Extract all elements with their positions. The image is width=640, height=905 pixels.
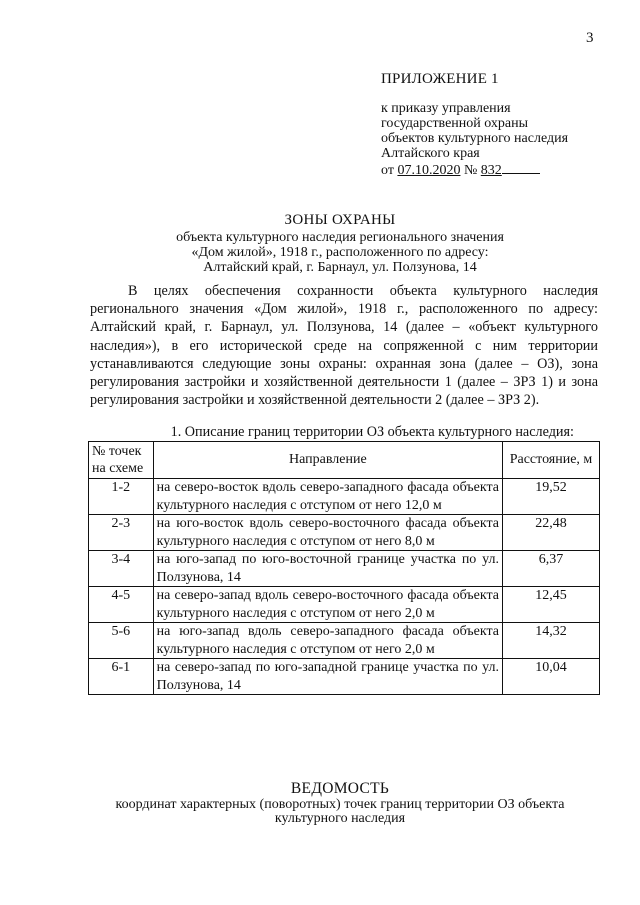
document-heading [60,213,620,275]
vedomost-heading [60,782,620,826]
annex-order-reference [381,161,621,178]
annex-number-sign: № [460,163,481,178]
table-caption: 1. Описание границ территории ОЗ объекта культурного наследия: [170,424,574,440]
row-distance: 12,45 [503,587,600,623]
row-direction: на северо-восток вдоль северо-западного фасада объекта культурного наследия с отступом от него 12,0 м [153,479,502,515]
annex-underline [502,161,540,174]
page-number: 3 [586,30,594,46]
table-row [89,479,600,515]
table-row [89,551,600,587]
row-points: 4-5 [89,587,154,623]
annex-block [381,72,621,178]
intro-paragraph: В целях обеспечения сохранности объекта культурного наследия регионального значения «Дом жилой», 1918 г., расположенного по адресу: Алтайский край, г. Барнаул, ул. Ползунова, 14 (далее – «объект культурного наследия»), в его исторической среде на сопряженной с ним территории устанавливаются следующие зоны охраны: охранная зона (далее – ОЗ), зона регулирования застройки и хозяйственной деятельности 1 (далее – ЗРЗ 1) и зона регулирования застройки и хозяйственной деятельности 2 (далее – ЗРЗ 2). [90,283,598,409]
table-row [89,623,600,659]
row-distance: 6,37 [503,551,600,587]
row-points: 1-2 [89,479,154,515]
row-distance: 22,48 [503,515,600,551]
heading-line: объекта культурного наследия регионального значения [176,230,504,245]
annex-title: ПРИЛОЖЕНИЕ 1 [381,71,499,87]
vedomost-line: культурного наследия [274,811,406,826]
annex-number: 832 [480,163,502,178]
table-row [89,659,600,695]
header-distance: Расстояние, м [503,442,600,479]
row-direction: на юго-запад вдоль северо-западного фасада объекта культурного наследия с отступом от него 2,0 м [153,623,502,659]
heading-title: ЗОНЫ ОХРАНЫ [284,212,396,228]
annex-line: государственной охраны [381,116,529,131]
row-direction: на юго-восток вдоль северо-восточного фасада объекта культурного наследия с отступом от него 8,0 м [153,515,502,551]
heading-line: «Дом жилой», 1918 г., расположенного по адресу: [191,245,489,260]
boundary-table [88,441,600,695]
row-points: 5-6 [89,623,154,659]
table-header-row [89,442,600,479]
annex-date-prefix: от [381,163,398,178]
row-direction: на северо-запад вдоль северо-восточного фасада объекта культурного наследия с отступом от него 2,0 м [153,587,502,623]
vedomost-line: координат характерных (поворотных) точек границ территории ОЗ объекта [115,797,565,812]
table-row [89,587,600,623]
header-points: № точек на схеме [89,442,154,479]
row-points: 3-4 [89,551,154,587]
annex-line: Алтайского края [381,146,480,161]
row-distance: 14,32 [503,623,600,659]
vedomost-title: ВЕДОМОСТЬ [290,780,390,797]
heading-line: Алтайский край, г. Барнаул, ул. Ползунова, 14 [203,260,477,275]
row-distance: 10,04 [503,659,600,695]
table-row [89,515,600,551]
row-direction: на юго-запад по юго-восточной границе участка по ул. Ползунова, 14 [153,551,502,587]
header-direction: Направление [153,442,502,479]
row-points: 6-1 [89,659,154,695]
annex-line: к приказу управления [381,101,511,116]
row-points: 2-3 [89,515,154,551]
row-direction: на северо-запад по юго-западной границе участка по ул. Ползунова, 14 [153,659,502,695]
annex-line: объектов культурного наследия [381,131,569,146]
annex-date: 07.10.2020 [397,163,461,178]
row-distance: 19,52 [503,479,600,515]
